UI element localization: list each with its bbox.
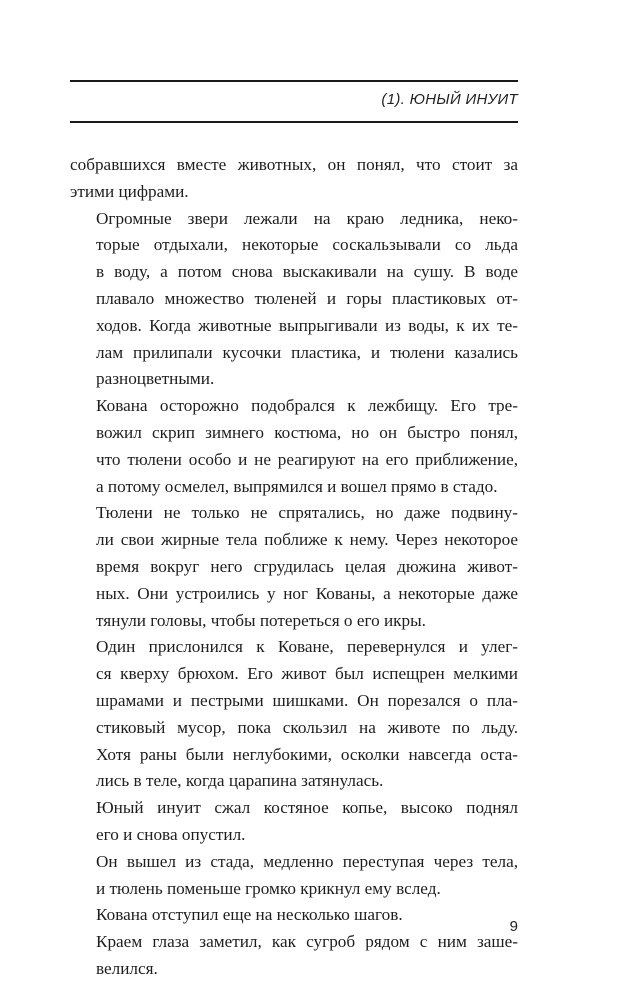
paragraph: [70, 849, 518, 903]
text-line: Тюлени не только не спрятались, но даже подвину-: [96, 503, 518, 523]
text-line: Он вышел из стада, медленно переступая через тела,: [96, 851, 518, 871]
text-line: велился.: [96, 958, 158, 978]
paragraph: [70, 500, 518, 634]
text-line: торые отдыхали, некоторые соскальзывали со льда: [96, 235, 518, 255]
text-line: его и снова опустил.: [96, 824, 246, 844]
text-line: лись в теле, когда царапина затянулась.: [96, 771, 384, 791]
text-line: собравшихся вместе животных, он понял, что стоит за: [70, 155, 518, 174]
text-line: лам прилипали кусочки пластика, и тюлени казались: [96, 342, 518, 362]
text-line: тянули головы, чтобы потереться о его икры.: [96, 610, 426, 630]
text-line: разноцветными.: [96, 369, 215, 389]
text-line: Кована осторожно подобрался к лежбищу. Его тре-: [96, 396, 518, 416]
paragraph: [70, 902, 518, 929]
header-rule-bottom: [70, 121, 518, 123]
text-line: ходов. Когда животные выпрыгивали из воды, к их те-: [96, 315, 518, 335]
header-rule-top: [70, 80, 518, 82]
text-line: ся кверху брюхом. Его живот был испещрен мелкими: [96, 664, 518, 684]
text-line: ли свои жирные тела поближе к нему. Через некоторое: [96, 530, 518, 550]
paragraph: [70, 634, 518, 795]
page-number: 9: [509, 918, 518, 935]
text-line: шрамами и пестрыми шишками. Он порезался о пла-: [96, 690, 518, 710]
text-line: вожил скрип зимнего костюма, но он быстро понял,: [96, 422, 518, 442]
text-line: Огромные звери лежали на краю ледника, неко-: [96, 208, 518, 228]
paragraph: [70, 929, 518, 983]
text-line: Хотя раны были неглубокими, осколки навсегда оста-: [96, 744, 518, 764]
body-text: [70, 152, 518, 983]
text-line: стиковый мусор, пока скользил на животе по льду.: [96, 717, 518, 737]
running-head: (1). ЮНЫЙ ИНУИТ: [381, 91, 518, 108]
text-line: а потому осмелел, выпрямился и вошел прямо в стадо.: [96, 476, 498, 496]
text-line: плавало множество тюленей и горы пластиковых от-: [96, 288, 518, 308]
paragraph: [70, 393, 518, 500]
text-line: время вокруг него сгрудилась целая дюжина живот-: [96, 556, 518, 576]
text-line: Юный инуит сжал костяное копье, высоко поднял: [96, 798, 518, 818]
text-line: Краем глаза заметил, как сугроб рядом с ним заше-: [96, 932, 518, 952]
paragraph: [70, 206, 518, 394]
text-line: Кована отступил еще на несколько шагов.: [96, 905, 403, 925]
text-line: этими цифрами.: [70, 181, 189, 201]
text-line: в воду, а потом снова выскакивали на сушу. В воде: [96, 262, 518, 282]
paragraph: [70, 152, 518, 206]
paragraph: [70, 795, 518, 849]
text-line: и тюлень поменьше громко крикнул ему вслед.: [96, 878, 441, 898]
text-line: что тюлени особо и не реагируют на его приближение,: [96, 449, 518, 469]
text-line: ных. Они устроились у ног Кованы, а некоторые даже: [96, 583, 518, 603]
text-line: Один прислонился к Коване, перевернулся и улег-: [96, 637, 518, 657]
